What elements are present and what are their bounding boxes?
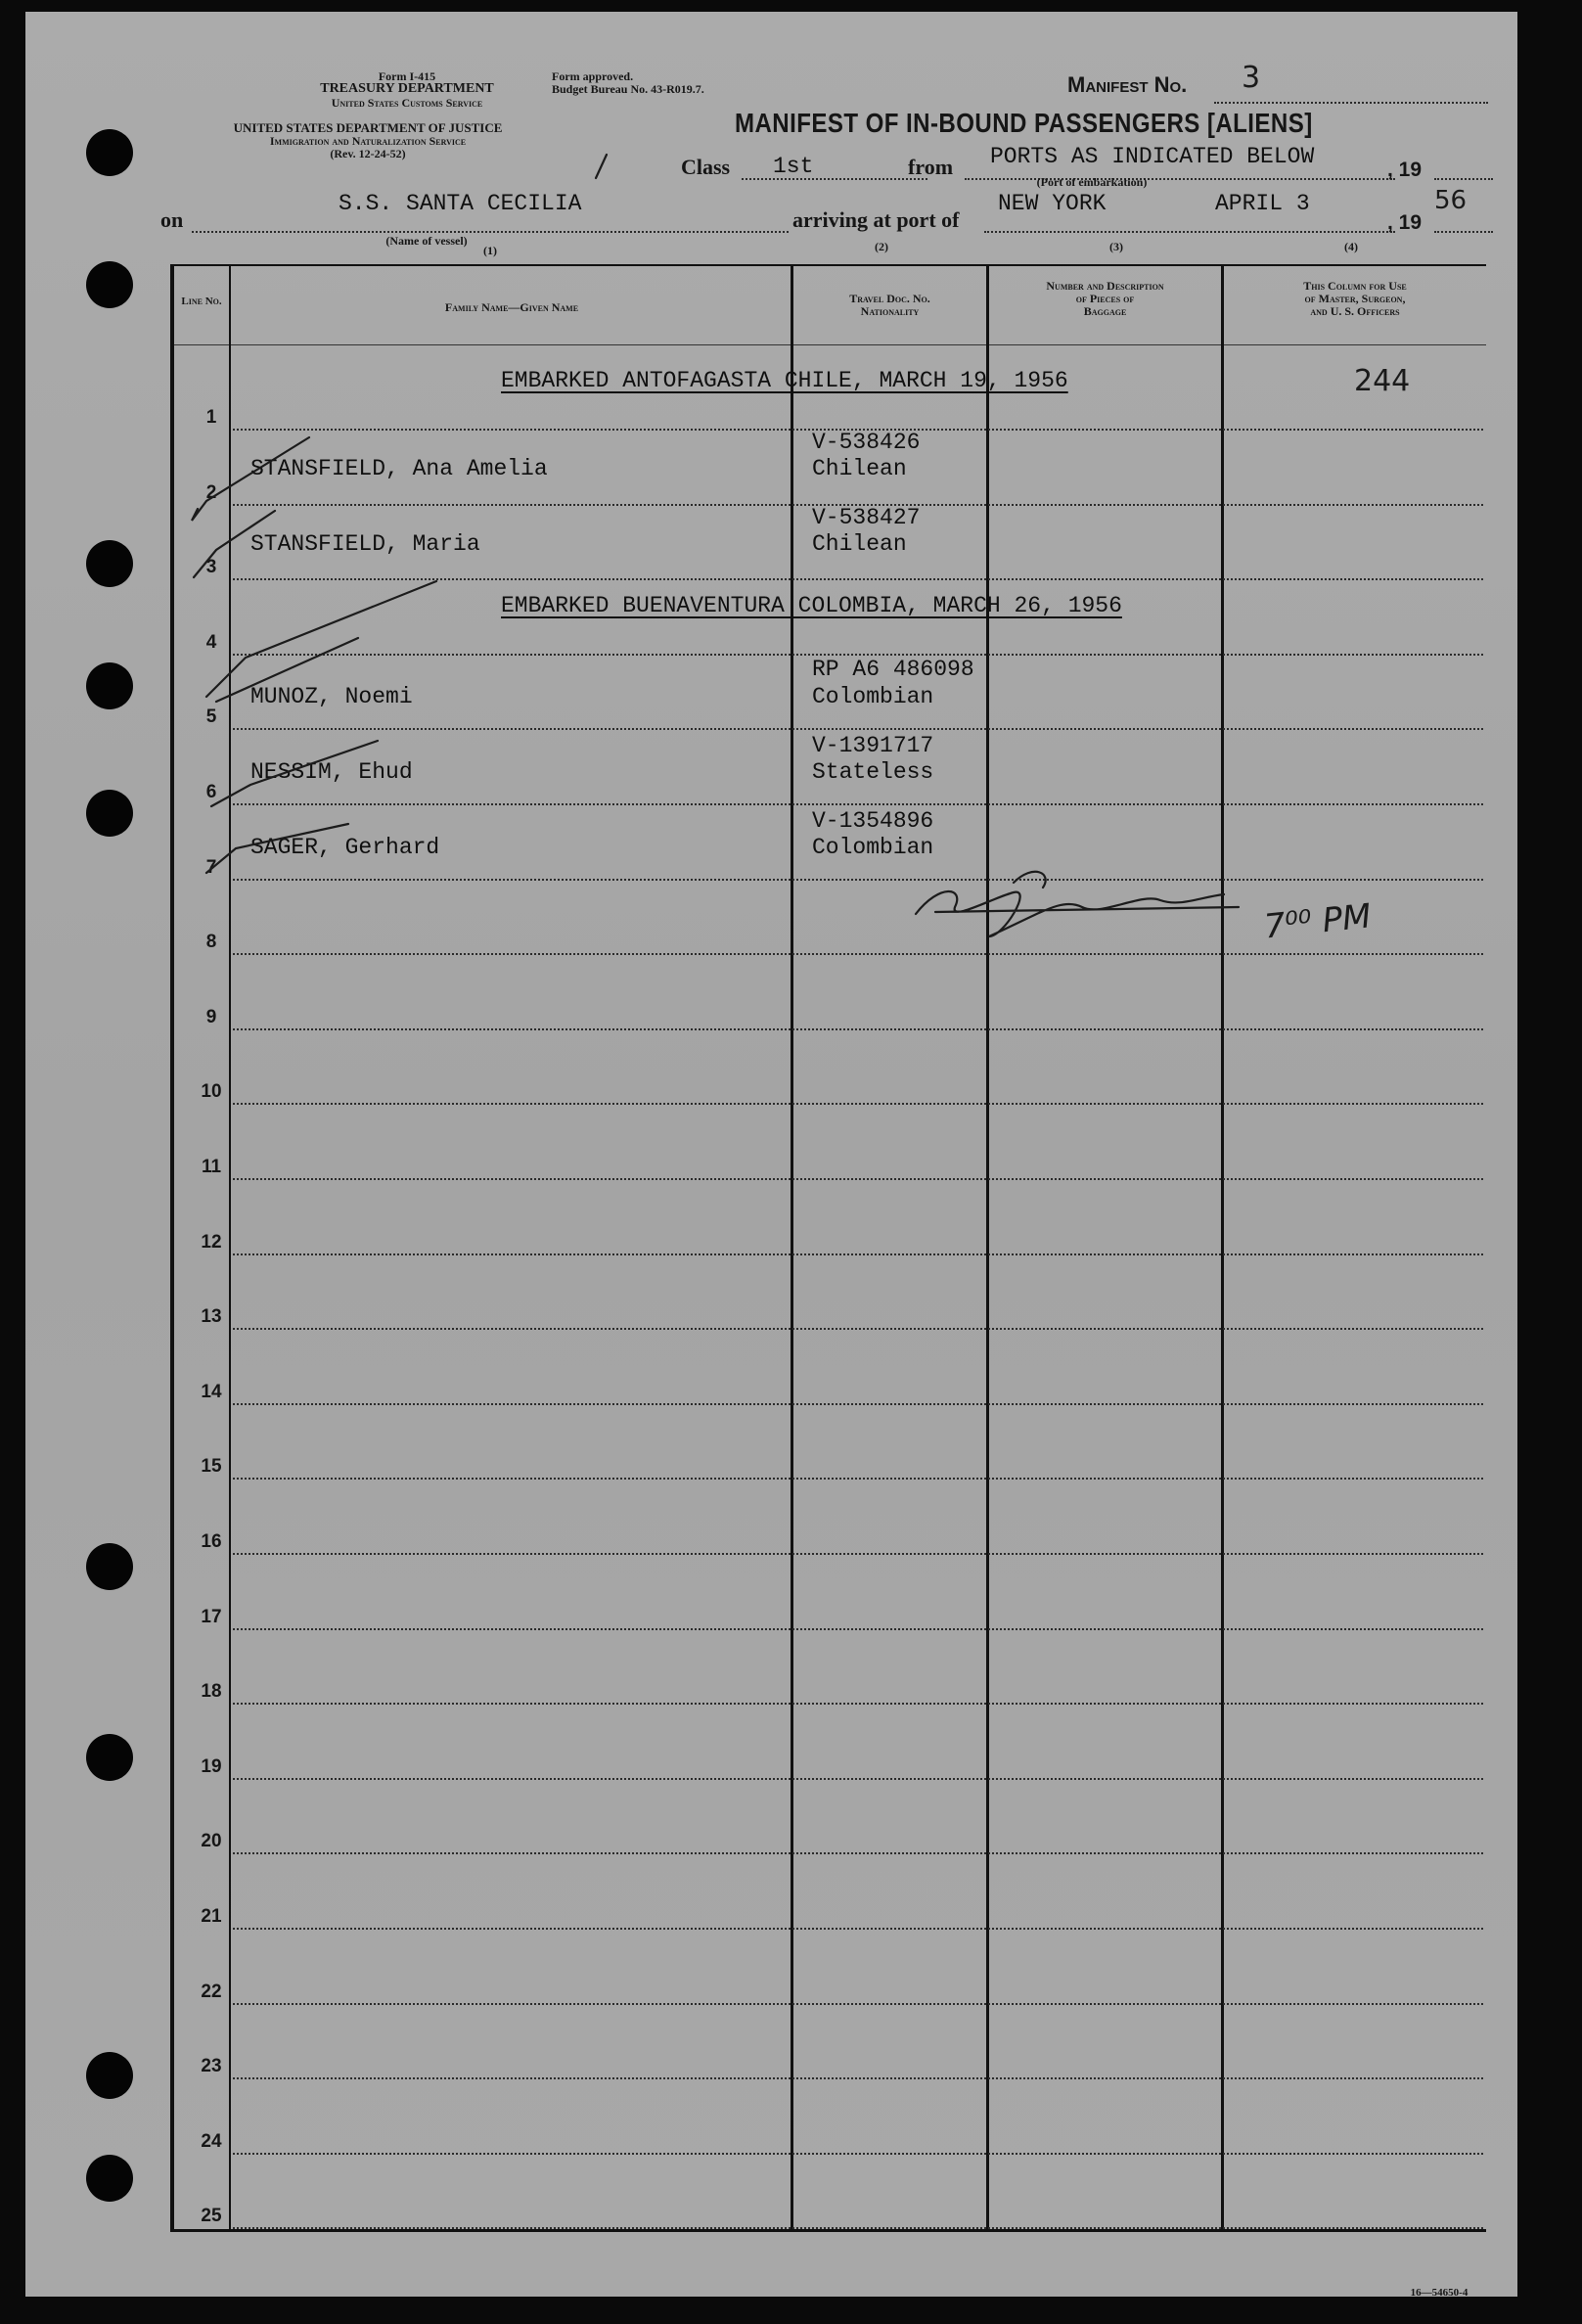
punch-hole [86,1543,133,1590]
row-rule [233,1928,1483,1930]
col-num-4: (4) [1344,240,1358,253]
col-header-name: Family Name—Given Name [444,300,579,314]
on-label: on [160,207,184,232]
customs-service: United States Customs Service [331,96,483,110]
row-rule [233,1403,1483,1405]
col-header-doc-1: Travel Doc. No. [849,292,930,305]
line-number: 20 [201,1831,222,1851]
punch-hole [86,2155,133,2202]
row-rule [233,1103,1483,1105]
passenger-doc: V-1354896 [812,808,934,834]
line-number: 2 [205,482,217,503]
line-number: 13 [201,1306,222,1327]
line-number: 15 [201,1456,222,1477]
col-header-baggage-3: Baggage [1083,304,1127,318]
arrival-year: 56 [1434,186,1468,215]
punch-hole [86,2052,133,2099]
footer-code: 16—54650-4 [1410,2287,1469,2297]
row-rule [233,1553,1483,1555]
port-value: NEW YORK [998,191,1107,216]
row-rule [233,1253,1483,1255]
table-bottom-border [170,2229,1486,2232]
tick-mark [596,155,607,178]
col-num-2: (2) [875,240,888,253]
manifest-no-label: Manifest No. [1067,72,1188,97]
passenger-name: MUNOZ, Noemi [250,684,413,709]
check-stroke [194,511,275,577]
passenger-doc: V-538427 [812,505,921,530]
row-rule [233,2153,1483,2155]
line-number: 25 [201,2206,222,2226]
line-number: 7 [205,857,217,878]
embarkation-heading: EMBARKED ANTOFAGASTA CHILE, MARCH 19, 1956 [501,368,1068,393]
row-rule [233,1628,1483,1630]
passenger-doc: V-538426 [812,430,921,455]
row-rule [233,1028,1483,1030]
row-rule [233,2077,1483,2079]
passenger-name: STANSFIELD, Maria [250,531,480,557]
vessel-name: S.S. SANTA CECILIA [339,191,582,216]
signature [916,872,1239,936]
row-rule [233,1778,1483,1780]
row-rule [233,1478,1483,1480]
col-header-officers-3: and U. S. Officers [1310,304,1400,318]
from-value: PORTS AS INDICATED BELOW [990,144,1315,169]
line-number: 4 [205,632,217,653]
col-header-officers-1: This Column for Use [1303,279,1407,293]
row-rule [233,2227,1483,2229]
passenger-name: NESSIM, Ehud [250,759,413,785]
arriving-label: arriving at port of [792,207,960,232]
passenger-name: SAGER, Gerhard [250,835,440,860]
line-number: 11 [201,1157,222,1177]
justice-dept: UNITED STATES DEPARTMENT OF JUSTICE [233,120,503,135]
line-number: 10 [201,1081,222,1102]
line-number: 21 [201,1906,222,1927]
col-num-3: (3) [1109,240,1123,253]
row-rule [233,1178,1483,1180]
line-number: 16 [201,1531,222,1552]
row-rule [233,1852,1483,1854]
col-header-line-no: Line No. [181,296,222,307]
page-title: MANIFEST OF IN-BOUND PASSENGERS [ALIENS] [735,108,1313,138]
line-number: 12 [201,1232,222,1253]
line-number: 19 [201,1756,222,1777]
treasury-dept: TREASURY DEPARTMENT [320,81,494,96]
port-caption: (Port of embarkation) [1036,175,1148,189]
punch-hole [86,1734,133,1781]
line-number: 17 [201,1607,222,1627]
arrival-time-note: 7⁰⁰ PM [1262,896,1374,947]
line-number: 1 [205,407,217,428]
check-stroke [211,741,378,806]
year-label-2: , 19 [1387,211,1423,234]
line-number: 8 [205,932,217,952]
passenger-doc: V-1391717 [812,733,934,758]
passenger-nationality: Chilean [812,531,907,557]
row-rule [233,1703,1483,1705]
form-number: Form I-415 [378,69,436,83]
line-number: 3 [205,557,217,577]
col-header-baggage-2: of Pieces of [1075,292,1135,305]
embarkation-heading: EMBARKED BUENAVENTURA COLOMBIA, MARCH 26, 1956 [501,593,1122,618]
check-stroke [192,437,309,521]
passenger-nationality: Chilean [812,456,907,481]
manifest-page [25,12,1517,2297]
class-label: Class [681,155,731,179]
passenger-name: STANSFIELD, Ana Amelia [250,456,548,481]
from-label: from [908,155,954,179]
passenger-doc: RP A6 486098 [812,657,974,682]
line-number: 14 [201,1382,222,1402]
col-num-1: (1) [483,244,497,257]
form-approved: Form approved. [552,69,634,83]
line-number: 5 [205,706,217,727]
col-header-doc-2: Nationality [860,304,920,318]
year-label-1: , 19 [1387,159,1423,181]
immigration-service: Immigration and Naturalization Service [269,134,467,148]
passenger-nationality: Colombian [812,684,934,709]
col-header-baggage-1: Number and Description [1046,279,1164,293]
row-rule [233,1328,1483,1330]
manifest-no-value: 3 [1242,61,1261,95]
line-number: 6 [205,782,217,802]
embarkation-count: 244 [1354,364,1411,398]
row-rule [233,2003,1483,2005]
vessel-caption: (Name of vessel) [385,234,468,248]
arrival-date: APRIL 3 [1215,191,1310,216]
line-number: 18 [201,1681,222,1702]
check-stroke [216,638,358,702]
passenger-nationality: Colombian [812,835,934,860]
check-stroke [206,581,436,697]
budget-bureau: Budget Bureau No. 43-R019.7. [552,82,704,96]
line-number: 22 [201,1982,222,2002]
check-stroke [206,824,348,873]
handwritten-marks [25,12,1517,990]
rev-date: (Rev. 12-24-52) [330,147,406,160]
line-number: 9 [205,1007,217,1027]
class-value: 1st [773,154,814,179]
passenger-nationality: Stateless [812,759,934,785]
line-number: 23 [201,2056,222,2076]
line-number: 24 [201,2131,222,2152]
col-header-officers-2: of Master, Surgeon, [1304,292,1406,305]
